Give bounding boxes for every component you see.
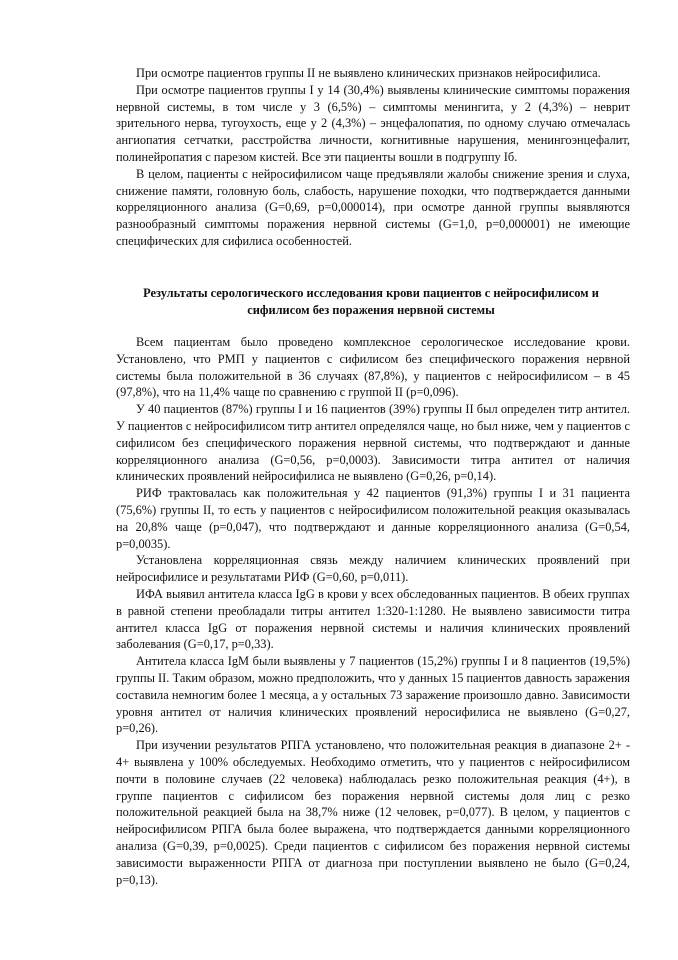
paragraph: Всем пациентам было проведено комплексное серологическое исследование крови. Установлено, что РМП у пациентов с сифилисом без специфического поражения нервной системы была положительной в 36 случаях (87,8%), у пациентов с нейросифилисом – в 45 (97,8%), что на 11,4% чаще по сравнению с группой II (p=0,096). [116, 335, 630, 400]
clinical-findings-section [116, 65, 630, 250]
paragraph: В целом, пациенты с нейросифилисом чаще предъявляли жалобы снижение зрения и слуха, снижение памяти, головную боль, слабость, нарушение походки, что подтверждается данными корреляционного анализа (G=0,69, p=0,000014), при осмотре данной группы выявляются разнообразный симптомы поражения нервной системы (G=1,0, p=0,000001) не имеющие специфических для сифилиса особенностей. [116, 166, 630, 248]
serology-results-section [116, 334, 630, 888]
section-heading: Результаты серологического исследования крови пациентов с нейросифилисом и сифилисом без поражения нервной системы [143, 286, 599, 317]
paragraph: При осмотре пациентов группы II не выявлено клинических признаков нейросифилиса. [136, 66, 601, 80]
paragraph: РИФ трактовалась как положительная у 42 пациентов (91,3%) группы I и 31 пациента (75,6%) группы II, то есть у пациентов с нейросифилисом положительной реакция оказывалась на 20,8% чаще (p=0,047), что подтверждают и данные корреляционного анализа (G=0,54, p=0,0035). [116, 486, 630, 551]
paragraph: При осмотре пациентов группы I у 14 (30,4%) выявлены клинические симптомы поражения нервной системы, в том числе у 3 (6,5%) – симптомы менингита, у 2 (4,3%) – неврит зрительного нерва, тугоухость, еще у 2 (4,3%) – энцефалопатия, по одному случаю отмечалась ангиопатия сетчатки, расстройства личности, когнитивные нарушения, менингоэнцефалит, полинейропатия с парезом кистей. Все эти пациенты вошли в подгруппу Iб. [116, 82, 630, 164]
paragraph: При изучении результатов РПГА установлено, что положительная реакция в диапазоне 2+ - 4+ выявлена у 100% обследуемых. Необходимо отметить, что у пациентов с нейросифилисом почти в половине случаев (22 человека) наблюдалась резко положительная реакция (4+), в группе пациентов с сифилисом без поражения нервной системы доля лиц с резко положительной реакцией была на 38,7% ниже (12 человек, p=0,077). В целом, у пациентов с нейросифилисом РПГА была более выражена, что подтверждается данными корреляционного анализа (G=0,39, p=0,0025). Среди пациентов с сифилисом без поражения нервной системы зависимости выраженности РПГА от диагноза при поступлении выявлено не было (G=0,24, p=0,13). [116, 738, 630, 887]
paragraph: У 40 пациентов (87%) группы I и 16 пациентов (39%) группы II был определен титр антител. У пациентов с нейросифилисом титр антител определялся чаще, но был ниже, чем у пациентов с сифилисом без специфического поражения нервной системы, что подтверждают и данные корреляционного анализа (G=0,56, p=0,0003). Зависимости титра антител от наличия клинических проявлений нейросифилиса не выявлено (G=0,26, p=0,14). [116, 402, 630, 484]
paragraph: Установлена корреляционная связь между наличием клинических проявлений при нейросифилисе и результатами РИФ (G=0,60, p=0,011). [116, 553, 630, 585]
paragraph: Антитела класса IgM были выявлены у 7 пациентов (15,2%) группы I и 8 пациентов (19,5%) группы II. Таким образом, можно предположить, что у данных 15 пациентов давность заражения составила немногим более 1 месяца, а у остальных 73 заражение произошло давно. Зависимости уровня антител от наличия клинических проявлений неросифилиса не выявлено (G=0,27, p=0,26). [116, 654, 630, 736]
paragraph: ИФА выявил антитела класса IgG в крови у всех обследованных пациентов. В обеих группах в равной степени преобладали титры антител 1:320-1:1280. Не выявлено зависимости титра антител класса IgG от поражения нервной системы и наличия клинических проявлений заболевания (G=0,17, p=0,33). [116, 586, 630, 652]
